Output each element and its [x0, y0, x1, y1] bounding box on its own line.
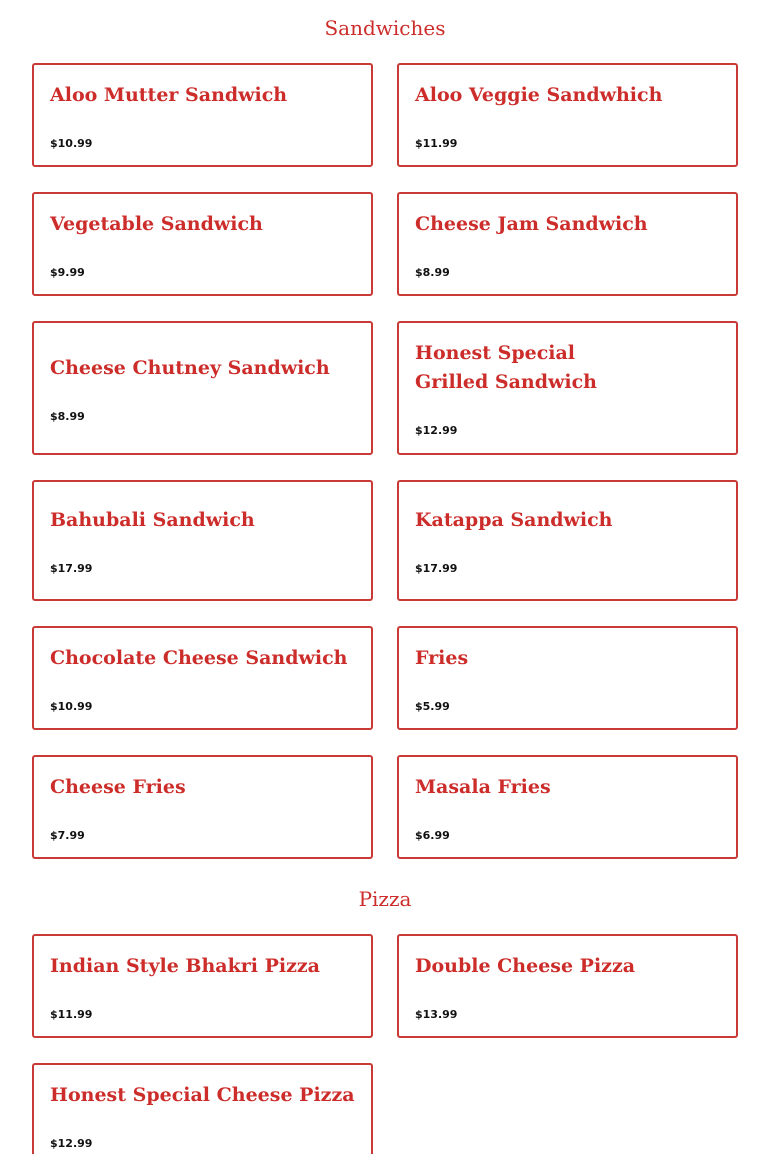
item-price: $6.99: [415, 829, 450, 842]
item-price: $9.99: [50, 266, 85, 279]
item-price: $5.99: [415, 700, 450, 713]
section-title-pizza: Pizza: [358, 887, 412, 911]
menu-item-card[interactable]: [32, 192, 373, 296]
item-name: Aloo Mutter Sandwich: [50, 84, 288, 106]
item-name: Aloo Veggie Sandwhich: [415, 84, 663, 106]
item-name: Fries: [415, 647, 469, 669]
item-price: $7.99: [50, 829, 85, 842]
item-name: Cheese Fries: [50, 776, 186, 798]
menu-item-card[interactable]: [397, 626, 738, 730]
item-name: Cheese Jam Sandwich: [415, 213, 648, 235]
menu-item-card[interactable]: [32, 480, 373, 601]
item-name: Chocolate Cheese Sandwich: [50, 647, 348, 669]
item-price: $12.99: [415, 424, 458, 437]
menu-item-card[interactable]: [397, 192, 738, 296]
item-price: $11.99: [50, 1008, 93, 1021]
item-name: Honest Special Cheese Pizza: [50, 1084, 355, 1106]
item-name: Cheese Chutney Sandwich: [50, 357, 330, 379]
item-name: Masala Fries: [415, 776, 551, 798]
item-price: $10.99: [50, 700, 93, 713]
section-title-sandwiches: Sandwiches: [324, 16, 446, 40]
menu-item-card[interactable]: [397, 480, 738, 601]
item-name: Bahubali Sandwich: [50, 509, 255, 531]
item-name: Katappa Sandwich: [415, 509, 613, 531]
menu-item-card[interactable]: [397, 321, 738, 455]
item-name: Indian Style Bhakri Pizza: [50, 955, 320, 977]
item-price: $11.99: [415, 137, 458, 150]
menu-item-card[interactable]: [32, 63, 373, 167]
menu-item-card[interactable]: [32, 626, 373, 730]
menu-item-card[interactable]: [32, 934, 373, 1038]
item-price: $10.99: [50, 137, 93, 150]
menu-item-card[interactable]: [397, 755, 738, 859]
item-name: Vegetable Sandwich: [50, 213, 263, 235]
item-price: $8.99: [50, 410, 85, 423]
menu-item-card[interactable]: [397, 934, 738, 1038]
menu-item-card[interactable]: [32, 1063, 373, 1154]
item-price: $17.99: [50, 562, 93, 575]
item-price: $17.99: [415, 562, 458, 575]
item-price: $12.99: [50, 1137, 93, 1150]
item-price: $13.99: [415, 1008, 458, 1021]
item-name: Double Cheese Pizza: [415, 955, 636, 977]
menu-item-card[interactable]: [397, 63, 738, 167]
menu-item-card[interactable]: [32, 755, 373, 859]
menu-item-card[interactable]: [32, 321, 373, 455]
item-name: Honest Special Grilled Sandwich: [415, 342, 597, 393]
item-price: $8.99: [415, 266, 450, 279]
